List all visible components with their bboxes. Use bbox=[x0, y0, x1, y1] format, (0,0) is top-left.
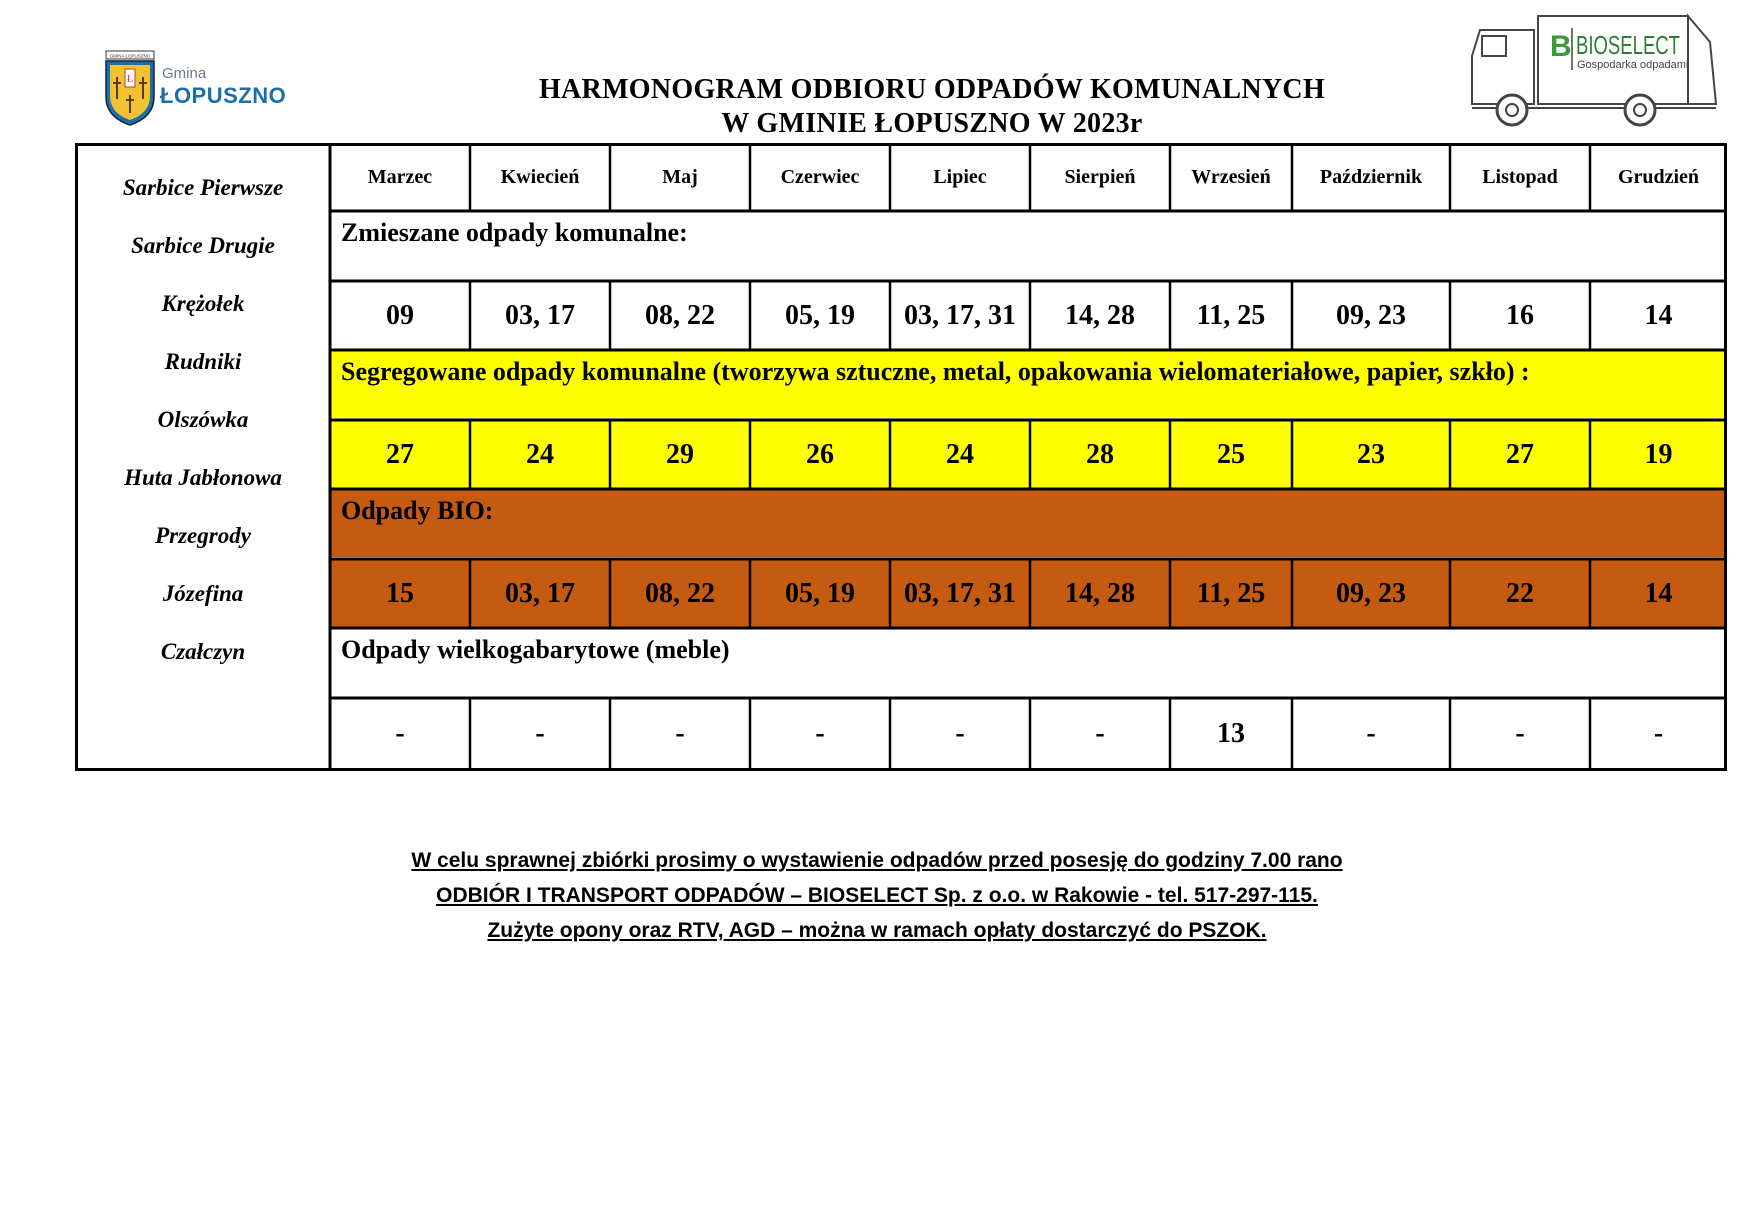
date-cell: 24 bbox=[526, 439, 554, 470]
date-cell: 08, 22 bbox=[645, 578, 715, 609]
date-cell: - bbox=[815, 718, 825, 749]
date-cell: 14 bbox=[1644, 578, 1673, 609]
date-cell: 27 bbox=[1506, 439, 1534, 470]
date-cell: 26 bbox=[806, 439, 834, 470]
date-cell: 09 bbox=[386, 300, 414, 331]
date-cell: 28 bbox=[1086, 439, 1114, 470]
date-cell: - bbox=[1095, 718, 1105, 749]
section-label-bulky: Odpady wielkogabarytowe (meble) bbox=[341, 635, 730, 664]
month-header: Wrzesień bbox=[1191, 165, 1271, 188]
date-cell: 13 bbox=[1217, 718, 1245, 749]
date-cell: 08, 22 bbox=[645, 300, 715, 331]
date-cell: 05, 19 bbox=[785, 300, 855, 331]
date-cell: 09, 23 bbox=[1336, 300, 1406, 331]
month-header: Sierpień bbox=[1064, 165, 1136, 188]
village-name: Krężołek bbox=[161, 291, 245, 316]
village-name: Olszówka bbox=[157, 407, 249, 432]
month-header: Marzec bbox=[367, 165, 433, 188]
village-name: Sarbice Pierwsze bbox=[122, 175, 284, 200]
date-cell: - bbox=[1515, 718, 1525, 749]
month-header: Listopad bbox=[1482, 165, 1558, 188]
logo-lopuszno-text: ŁOPUSZNO bbox=[160, 83, 287, 108]
svg-text:BIOSELECT: BIOSELECT bbox=[1576, 30, 1681, 60]
month-header: Październik bbox=[1319, 165, 1423, 188]
month-header: Czerwiec bbox=[780, 165, 860, 188]
date-cell: 05, 19 bbox=[785, 578, 855, 609]
date-cell: 29 bbox=[666, 439, 694, 470]
date-cell: - bbox=[395, 718, 405, 749]
section-label-mixed: Zmieszane odpady komunalne: bbox=[341, 218, 688, 247]
date-cell: - bbox=[535, 718, 545, 749]
svg-text:Gospodarka odpadami: Gospodarka odpadami bbox=[1577, 59, 1689, 71]
village-name: Czałczyn bbox=[160, 639, 246, 664]
date-cell: 19 bbox=[1644, 439, 1673, 470]
date-cell: 11, 25 bbox=[1196, 300, 1266, 331]
date-cell: 14, 28 bbox=[1065, 578, 1135, 609]
village-name: Józefina bbox=[162, 581, 244, 606]
date-cell: 09, 23 bbox=[1336, 578, 1406, 609]
page-title: HARMONOGRAM ODBIORU ODPADÓW KOMUNALNYCH bbox=[538, 74, 1326, 105]
section-label-segregated: Segregowane odpady komunalne (tworzywa sztuczne, metal, opakowania wielomateriałowe, papier, szkło) : bbox=[341, 357, 1530, 386]
village-name: Przegrody bbox=[155, 523, 251, 548]
month-header: Lipiec bbox=[933, 165, 987, 188]
date-cell: - bbox=[675, 718, 685, 749]
date-cell: - bbox=[1366, 718, 1376, 749]
date-cell: 11, 25 bbox=[1196, 578, 1266, 609]
village-name: Huta Jabłonowa bbox=[124, 465, 282, 490]
date-cell: 15 bbox=[386, 578, 414, 609]
svg-text:B: B bbox=[1550, 30, 1572, 63]
footer-note: ODBIÓR I TRANSPORT ODPADÓW – BIOSELECT Sp. z o.o. w Rakowie - tel. 517-297-115. bbox=[436, 884, 1318, 907]
footer-note: W celu sprawnej zbiórki prosimy o wystawienie odpadów przed posesję do godziny 7.00 rano bbox=[411, 849, 1343, 872]
date-cell: 23 bbox=[1357, 439, 1385, 470]
date-cell: 03, 17 bbox=[505, 578, 575, 609]
date-cell: 03, 17 bbox=[505, 300, 575, 331]
page-subtitle: W GMINIE ŁOPUSZNO W 2023r bbox=[721, 108, 1143, 139]
date-cell: 22 bbox=[1506, 578, 1534, 609]
month-header: Grudzień bbox=[1617, 165, 1700, 188]
month-header: Maj bbox=[662, 165, 698, 188]
date-cell: 03, 17, 31 bbox=[904, 578, 1016, 609]
month-header: Kwiecień bbox=[500, 165, 580, 188]
date-cell: 03, 17, 31 bbox=[904, 300, 1016, 331]
date-cell: - bbox=[955, 718, 965, 749]
section-label-bio: Odpady BIO: bbox=[341, 496, 494, 525]
date-cell: 27 bbox=[386, 439, 414, 470]
date-cell: 14, 28 bbox=[1065, 300, 1135, 331]
date-cell: - bbox=[1653, 718, 1664, 749]
footer-note: Zużyte opony oraz RTV, AGD – można w ramach opłaty dostarczyć do PSZOK. bbox=[487, 919, 1267, 942]
village-name: Sarbice Drugie bbox=[131, 233, 275, 258]
date-cell: 24 bbox=[946, 439, 974, 470]
date-cell: 16 bbox=[1506, 300, 1534, 331]
village-name: Rudniki bbox=[164, 349, 242, 374]
date-cell: 14 bbox=[1644, 300, 1673, 331]
svg-text:GMINA ŁOPUSZNO: GMINA ŁOPUSZNO bbox=[109, 53, 151, 59]
date-cell: 25 bbox=[1217, 439, 1245, 470]
logo-gmina-text: Gmina bbox=[162, 65, 207, 82]
svg-text:Ł: Ł bbox=[126, 74, 134, 85]
